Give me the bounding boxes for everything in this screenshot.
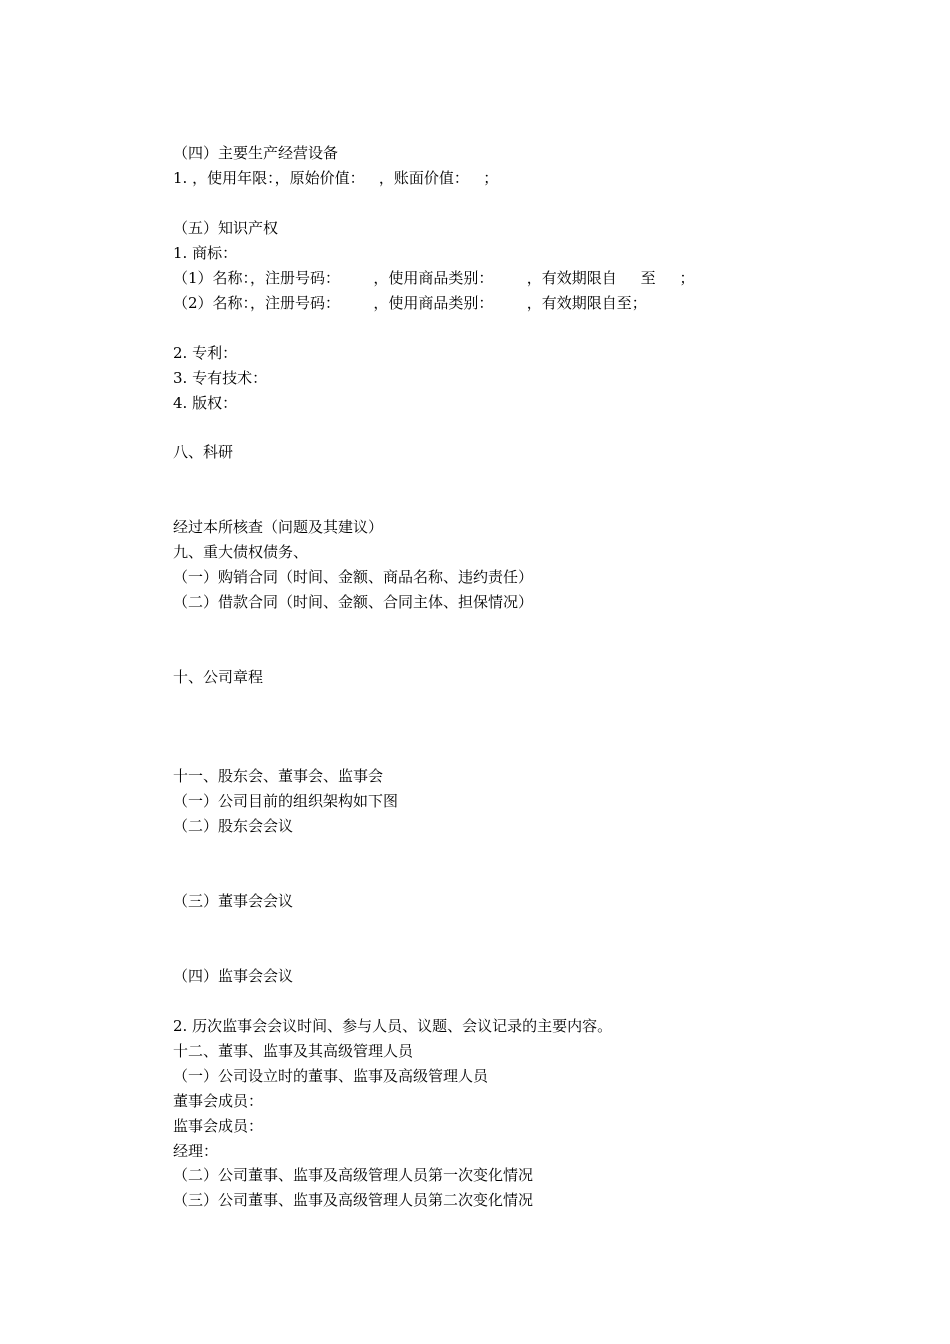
chapter-heading: 十、公司章程 — [173, 668, 264, 686]
chapter-heading: 十二、董事、监事及其高级管理人员 — [173, 1042, 414, 1060]
list-item: 3. 专有技术： — [173, 369, 268, 387]
field-label: 经理： — [173, 1142, 219, 1160]
section-heading: （一）公司设立时的董事、监事及高级管理人员 — [173, 1067, 489, 1085]
chapter-heading: 九、重大债权债务、 — [173, 543, 309, 561]
list-item: 4. 版权： — [173, 394, 238, 412]
section-heading: （二）公司董事、监事及高级管理人员第一次变化情况 — [173, 1166, 534, 1184]
trademark-item: （1）名称：，注册号码： ，使用商品类别： ，有效期限自 至 ； — [173, 269, 695, 287]
list-item: 1. 商标： — [173, 244, 238, 262]
chapter-heading: 十一、股东会、董事会、监事会 — [173, 767, 384, 785]
section-heading: （一）购销合同（时间、金额、商品名称、违约责任） — [173, 568, 534, 586]
section-heading: （二）股东会会议 — [173, 817, 294, 835]
section-heading: （五）知识产权 — [173, 219, 279, 237]
list-item: 2. 历次监事会会议时间、参与人员、议题、会议记录的主要内容。 — [173, 1017, 613, 1035]
chapter-heading: 八、科研 — [173, 443, 234, 461]
section-heading: （三）董事会会议 — [173, 892, 294, 910]
section-heading: （二）借款合同（时间、金额、合同主体、担保情况） — [173, 593, 534, 611]
field-label: 董事会成员： — [173, 1092, 264, 1110]
section-heading: （三）公司董事、监事及高级管理人员第二次变化情况 — [173, 1191, 534, 1209]
section-heading: （四）主要生产经营设备 — [173, 144, 339, 162]
section-heading: （一）公司目前的组织架构如下图 — [173, 792, 399, 810]
paragraph: 经过本所核查（问题及其建议） — [173, 518, 384, 536]
section-heading: （四）监事会会议 — [173, 967, 294, 985]
field-label: 监事会成员： — [173, 1117, 264, 1135]
list-item: 2. 专利： — [173, 344, 238, 362]
equipment-item: 1. ，使用年限：，原始价值： ，账面价值： ； — [173, 169, 499, 187]
trademark-item: （2）名称：，注册号码： ，使用商品类别： ，有效期限自至； — [173, 294, 647, 312]
